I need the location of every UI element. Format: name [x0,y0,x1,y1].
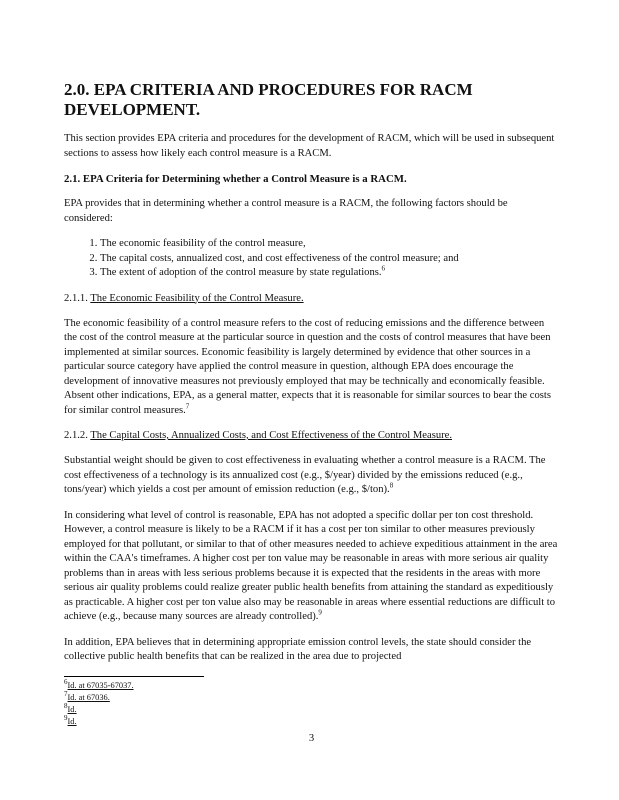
footnote-number: 7 [64,689,68,698]
list-item [100,266,559,281]
footnote-number: 9 [64,713,68,722]
list-item-text: The capital costs, annualized cost, and cost effectiveness of the control measure; and [100,252,459,264]
subsection-2-1-2-title [64,429,559,443]
criteria-list [64,237,559,281]
list-item-text: The extent of adoption of the control measure by state regulations. [100,267,382,278]
footnote [64,677,559,692]
page-number: 3 [308,732,315,744]
paragraph-text: In considering what level of control is reasonable, EPA has not adopted a specific dollar per ton cost threshold. However, a control measure is likely to be a RACM if it has a cost per ton similar to other measures previously employed for that pollutant, or similar to that of other measures needed to achieve expeditious attainment in the area within the CAA's timeframes. A higher cost per ton value may be reasonable in areas with more serious air quality problems than in areas with less serious problems because it is expected that the residents in the areas with more serious air quality problems could realize greater public health benefits from attaining the standard as expeditiously as practicable. A higher cost per ton value also may be reasonable in areas where essential reductions are difficult to achieve (e.g., because many sources are already controlled). [64,509,558,622]
footnote-text: Id. [67,704,77,714]
public-health-paragraph [64,636,559,665]
subsection-2-1-1-title [64,292,559,306]
footnote-ref[interactable]: 6 [381,264,386,273]
list-item [100,237,559,252]
footnote-text: Id. at 67035-67037. [67,680,134,690]
section-number: 2.1.2. [64,430,88,441]
footnote-ref[interactable]: 8 [389,481,394,490]
footnote [64,689,559,704]
footnote-text: Id. [67,716,77,726]
section-title: The Economic Feasibility of the Control Measure. [90,292,304,304]
economic-feasibility-paragraph [64,317,559,419]
footnote-number: 8 [64,701,68,710]
footnote [64,713,559,728]
section-number: 2.1.1. [64,292,88,304]
footnote-number: 6 [64,677,68,686]
list-item [100,252,559,267]
cost-threshold-paragraph [64,509,559,625]
paragraph-text: Substantial weight should be given to cost effectiveness in evaluating whether a control measure is a RACM. The cost effectiveness of a technology is its annualized cost (e.g., $/year) divided by the emissions reduced (e.g., tons/year) which yields a cost per amount of emission reduction (e.g., $/ton). [64,455,546,495]
footnote-ref[interactable]: 9 [318,608,322,617]
section-heading: 2.0. EPA CRITERIA AND PROCEDURES FOR RACM DEVELOPMENT. [64,80,473,119]
list-item-text: The economic feasibility of the control measure, [100,238,306,249]
criteria-lead-text: EPA provides that in determining whether a control measure is a RACM, the following factors should be considered: [64,198,508,224]
footnote [64,701,559,716]
footnote-ref[interactable]: 7 [185,401,190,410]
intro-text: This section provides EPA criteria and procedures for the development of RACM, which will be used in subsequent sections to assess how likely each control measure is a RACM. [64,133,555,159]
section-title: The Capital Costs, Annualized Costs, and Cost Effectiveness of the Control Measure. [90,430,453,441]
footnote-divider [64,676,204,677]
footnote-text: Id. at 67036. [67,692,110,702]
paragraph-text: In addition, EPA believes that in determining appropriate emission control levels, the state should consider the collective public health benefits that can be realized in the area due to projected [64,636,532,662]
subsection-2-1-title: 2.1. EPA Criteria for Determining whether a Control Measure is a RACM. [64,173,407,185]
cost-effectiveness-paragraph [64,454,559,498]
paragraph-text: The economic feasibility of a control measure refers to the cost of reducing emissions and the difference between the cost of the control measure at the particular source in question and the costs of control measures that have been implemented at similar sources. Economic feasibility is largely determined by evidence that other sources in a particular source category have applied the control measure in question, although EPA does encourage the development of innovative measures not previously employed that may be technically and economically feasible. Absent other indications, EPA, as a general matter, expects that it is reasonable for similar sources to bear the costs for similar control measures. [64,317,551,416]
